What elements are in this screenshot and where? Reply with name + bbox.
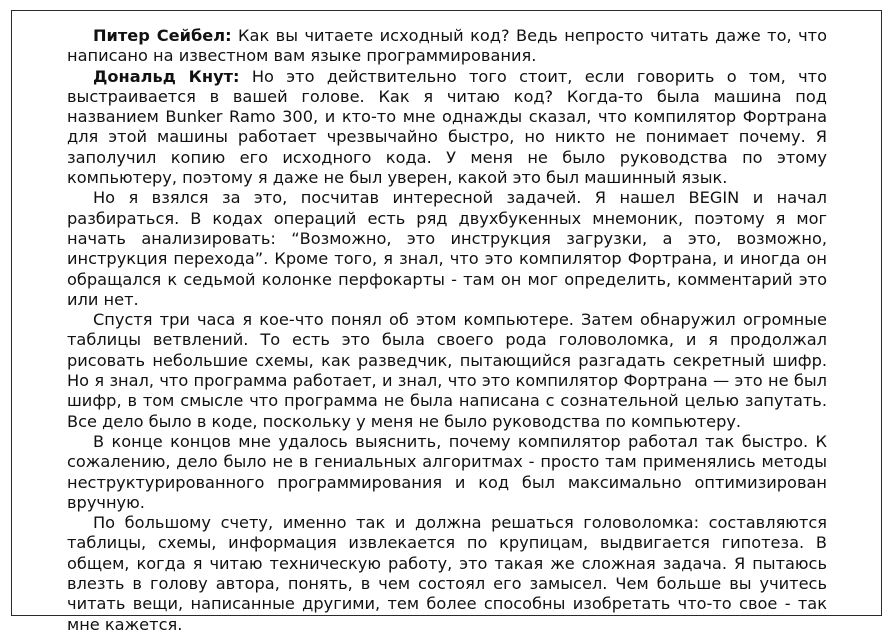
paragraph-3 (67, 188, 827, 310)
paragraph-text: Как вы читаете исходный код? Ведь непросто читать даже то, что написано на известном вам языке программирования. (67, 26, 827, 66)
speaker-name: Дональд Кнут: (93, 66, 240, 86)
paragraph-6 (67, 513, 827, 635)
paragraph-5 (67, 432, 827, 513)
speaker-name: Питер Сейбел: (93, 26, 232, 45)
paragraph-text: Но я взялся за это, посчитав интересной задачей. Я нашел BEGIN и начал разбираться. В кодах операций есть ряд двухбукенных мнемоник, поэтому я мог начать анализировать: “Возможно, это инструкция загрузки, а это, возможно, инструкция перехода”. Кроме того, я знал, что это компилятор Фортрана, и иногда он обращался к седьмой колонке перфокарты - там он мог определить, комментарий это или нет. (67, 188, 827, 309)
paragraph-text: В конце концов мне удалось выяснить, почему компилятор работал так быстро. К сожалению, дело было не в гениальных алгоритмах - просто там применялись методы неструктурированного программирования и код был максимально оптимизирован вручную. (67, 431, 827, 512)
paragraph-2 (67, 67, 827, 189)
paragraph-text: По большому счету, именно так и должна решаться головоломка: составляются таблицы, схемы, информация извлекается по крупицам, выдвигается гипотеза. В общем, когда я читаю техническую работу, это такая же сложная задача. Я пытаюсь влезть в голову автора, понять, в чем состоял его замысел. Чем больше вы учитесь читать вещи, написанные другими, тем более способны изобретать что-то свое - так мне кажется. (67, 513, 827, 634)
interview-text (67, 26, 827, 635)
paragraph-text: Но это действительно того стоит, если говорить о том, что выстраивается в вашей голове. Как я читаю код? Когда-то была машина под названием Bunker Ramo 300, и кто-то мне однажды сказал, что компилятор Фортрана для этой машины работает чрезвычайно быстро, но никто не понимает почему. Я заполучил копию его исходного кода. У меня не было руководства по этому компьютеру, поэтому я даже не был уверен, какой это был машинный язык. (67, 66, 827, 188)
paragraph-4 (67, 310, 827, 432)
paragraph-text: Спустя три часа я кое-что понял об этом компьютере. Затем обнаружил огромные таблицы ветвлений. То есть это была своего рода головоломка, и я продолжал рисовать небольшие схемы, как разведчик, пытающийся разгадать секретный шифр. Но я знал, что программа работает, и знал, что это компилятор Фортрана — это не был шифр, в том смысле что программа не была написана с сознательной целью запутать. Все дело было в коде, поскольку у меня не было руководства по компьютеру. (67, 310, 827, 431)
paragraph-1 (67, 26, 827, 67)
